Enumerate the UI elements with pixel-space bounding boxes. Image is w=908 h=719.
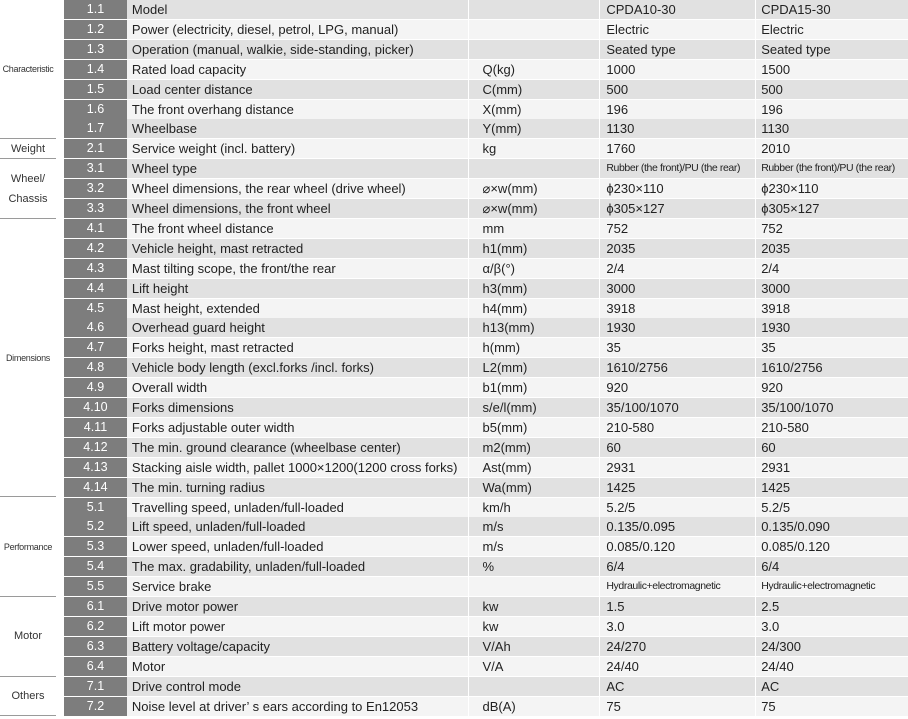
row-item: Wheel dimensions, the rear wheel (drive wheel) [127, 179, 469, 198]
value-model-2: 1610/2756 [756, 358, 908, 377]
section-label: Wheel/ Chassis [0, 159, 56, 219]
value-model-1: 500 [600, 80, 756, 99]
value-model-1: 3918 [600, 299, 756, 318]
row-item: Drive control mode [127, 677, 469, 696]
row-unit: m/s [469, 537, 601, 556]
table-row [56, 657, 908, 677]
value-model-1: 2931 [600, 458, 756, 477]
row-number: 7.2 [64, 697, 127, 716]
table-row [56, 199, 908, 219]
row-unit: m/s [469, 517, 601, 536]
row-unit: Q(kg) [469, 60, 601, 79]
row-item: Vehicle height, mast retracted [127, 239, 469, 258]
row-unit: kg [469, 139, 601, 158]
table-row [56, 517, 908, 537]
row-unit [469, 40, 601, 59]
table-row [56, 80, 908, 100]
table-row [56, 318, 908, 338]
value-model-1: Rubber (the front)/PU (the rear) [600, 159, 756, 178]
value-model-2: 1130 [756, 119, 908, 138]
row-number: 4.12 [64, 438, 127, 457]
row-number: 6.1 [64, 597, 127, 616]
value-model-2: 0.085/0.120 [756, 537, 908, 556]
row-item: Lower speed, unladen/full-loaded [127, 537, 469, 556]
table-row [56, 338, 908, 358]
row-item: Stacking aisle width, pallet 1000×1200(1200 cross forks) [127, 458, 469, 477]
section-label: Motor [0, 597, 56, 677]
value-model-2: CPDA15-30 [756, 0, 908, 19]
row-unit: kw [469, 617, 601, 636]
value-model-1: 0.135/0.095 [600, 517, 756, 536]
value-model-1: 35/100/1070 [600, 398, 756, 417]
value-model-2: Rubber (the front)/PU (the rear) [756, 159, 908, 178]
row-item: The min. ground clearance (wheelbase center) [127, 438, 469, 457]
table-row [56, 438, 908, 458]
row-unit: V/A [469, 657, 601, 676]
row-item: Lift height [127, 279, 469, 298]
row-number: 6.3 [64, 637, 127, 656]
row-item: Battery voltage/capacity [127, 637, 469, 656]
row-unit: Ast(mm) [469, 458, 601, 477]
row-item: The front wheel distance [127, 219, 469, 238]
value-model-1: 1930 [600, 318, 756, 337]
row-number: 1.5 [64, 80, 127, 99]
table-row [56, 299, 908, 319]
row-item: Lift speed, unladen/full-loaded [127, 517, 469, 536]
table-row [56, 378, 908, 398]
value-model-1: 0.085/0.120 [600, 537, 756, 556]
table-row [56, 577, 908, 597]
value-model-1: 1130 [600, 119, 756, 138]
row-unit: km/h [469, 498, 601, 517]
row-unit: C(mm) [469, 80, 601, 99]
value-model-1: 3000 [600, 279, 756, 298]
row-unit: % [469, 557, 601, 576]
value-model-1: 35 [600, 338, 756, 357]
row-number: 4.14 [64, 478, 127, 497]
row-unit: ⌀×w(mm) [469, 179, 601, 198]
row-item: Wheel dimensions, the front wheel [127, 199, 469, 218]
row-number: 4.13 [64, 458, 127, 477]
table-row [56, 40, 908, 60]
row-number: 4.3 [64, 259, 127, 278]
value-model-1: 1000 [600, 60, 756, 79]
value-model-2: 2931 [756, 458, 908, 477]
row-number: 1.4 [64, 60, 127, 79]
table-row [56, 100, 908, 120]
row-number: 4.10 [64, 398, 127, 417]
row-number: 7.1 [64, 677, 127, 696]
value-model-2: 24/40 [756, 657, 908, 676]
row-unit: Y(mm) [469, 119, 601, 138]
table-row [56, 219, 908, 239]
value-model-2: 3000 [756, 279, 908, 298]
row-unit: h4(mm) [469, 299, 601, 318]
value-model-2: 920 [756, 378, 908, 397]
value-model-1: 196 [600, 100, 756, 119]
value-model-2: AC [756, 677, 908, 696]
row-item: Wheel type [127, 159, 469, 178]
table-row [56, 458, 908, 478]
row-number: 4.8 [64, 358, 127, 377]
value-model-2: 3918 [756, 299, 908, 318]
row-number: 4.11 [64, 418, 127, 437]
row-unit [469, 159, 601, 178]
table-row [56, 279, 908, 299]
row-unit [469, 0, 601, 19]
row-item: Overall width [127, 378, 469, 397]
row-item: Service brake [127, 577, 469, 596]
row-unit: b5(mm) [469, 418, 601, 437]
row-number: 5.5 [64, 577, 127, 596]
row-number: 3.3 [64, 199, 127, 218]
value-model-2: 2035 [756, 239, 908, 258]
row-number: 2.1 [64, 139, 127, 158]
value-model-2: 60 [756, 438, 908, 457]
table-row [56, 677, 908, 697]
value-model-1: Seated type [600, 40, 756, 59]
row-number: 3.2 [64, 179, 127, 198]
value-model-1: 1760 [600, 139, 756, 158]
row-unit: L2(mm) [469, 358, 601, 377]
row-unit [469, 677, 601, 696]
row-unit: m2(mm) [469, 438, 601, 457]
section-label: Dimensions [0, 219, 56, 498]
value-model-1: 210-580 [600, 418, 756, 437]
table-row [56, 239, 908, 259]
row-number: 1.6 [64, 100, 127, 119]
row-item: Forks height, mast retracted [127, 338, 469, 357]
row-item: Wheelbase [127, 119, 469, 138]
row-number: 4.2 [64, 239, 127, 258]
row-number: 4.9 [64, 378, 127, 397]
value-model-2: 3.0 [756, 617, 908, 636]
value-model-2: 2/4 [756, 259, 908, 278]
table-row [56, 418, 908, 438]
value-model-1: 3.0 [600, 617, 756, 636]
value-model-2: 35/100/1070 [756, 398, 908, 417]
table-row [56, 557, 908, 577]
row-unit: h1(mm) [469, 239, 601, 258]
value-model-2: 1500 [756, 60, 908, 79]
section-label: Others [0, 677, 56, 717]
value-model-2: 5.2/5 [756, 498, 908, 517]
table-row [56, 119, 908, 139]
row-unit: kw [469, 597, 601, 616]
row-unit: b1(mm) [469, 378, 601, 397]
row-unit: h3(mm) [469, 279, 601, 298]
value-model-1: 1.5 [600, 597, 756, 616]
row-number: 5.3 [64, 537, 127, 556]
row-unit: V/Ah [469, 637, 601, 656]
row-item: Mast tilting scope, the front/the rear [127, 259, 469, 278]
row-item: The max. gradability, unladen/full-loaded [127, 557, 469, 576]
value-model-1: Electric [600, 20, 756, 39]
section-label: Characteristic [0, 0, 56, 139]
row-unit [469, 20, 601, 39]
row-number: 5.4 [64, 557, 127, 576]
row-item: The front overhang distance [127, 100, 469, 119]
value-model-2: 210-580 [756, 418, 908, 437]
row-unit: X(mm) [469, 100, 601, 119]
value-model-1: ϕ305×127 [600, 199, 756, 218]
row-item: Load center distance [127, 80, 469, 99]
section-label: Weight [0, 139, 56, 159]
row-number: 5.2 [64, 517, 127, 536]
value-model-1: 24/270 [600, 637, 756, 656]
table-row [56, 697, 908, 717]
table-row [56, 617, 908, 637]
row-item: Model [127, 0, 469, 19]
value-model-1: Hydraulic+electromagnetic [600, 577, 756, 596]
row-number: 6.2 [64, 617, 127, 636]
row-unit: dB(A) [469, 697, 601, 716]
value-model-1: ϕ230×110 [600, 179, 756, 198]
table-row [56, 637, 908, 657]
row-number: 1.2 [64, 20, 127, 39]
row-unit: mm [469, 219, 601, 238]
value-model-1: 2035 [600, 239, 756, 258]
row-item: Drive motor power [127, 597, 469, 616]
value-model-2: 1425 [756, 478, 908, 497]
value-model-2: 75 [756, 697, 908, 716]
value-model-1: CPDA10-30 [600, 0, 756, 19]
table-row [56, 159, 908, 179]
value-model-2: 1930 [756, 318, 908, 337]
row-number: 4.1 [64, 219, 127, 238]
value-model-1: 920 [600, 378, 756, 397]
row-unit: α/β(°) [469, 259, 601, 278]
table-row [56, 179, 908, 199]
row-item: Mast height, extended [127, 299, 469, 318]
value-model-2: Electric [756, 20, 908, 39]
value-model-2: Hydraulic+electromagnetic [756, 577, 908, 596]
row-number: 1.7 [64, 119, 127, 138]
row-number: 4.6 [64, 318, 127, 337]
row-item: Forks adjustable outer width [127, 418, 469, 437]
row-unit: ⌀×w(mm) [469, 199, 601, 218]
row-number: 4.5 [64, 299, 127, 318]
row-item: Rated load capacity [127, 60, 469, 79]
value-model-2: 6/4 [756, 557, 908, 576]
value-model-1: 60 [600, 438, 756, 457]
row-number: 5.1 [64, 498, 127, 517]
row-unit: h(mm) [469, 338, 601, 357]
table-row [56, 478, 908, 498]
table-row [56, 398, 908, 418]
value-model-1: 752 [600, 219, 756, 238]
table-row [56, 139, 908, 159]
value-model-1: 75 [600, 697, 756, 716]
section-label: Performance [0, 498, 56, 598]
value-model-2: Seated type [756, 40, 908, 59]
value-model-1: 2/4 [600, 259, 756, 278]
value-model-2: 196 [756, 100, 908, 119]
row-item: Forks dimensions [127, 398, 469, 417]
value-model-1: 24/40 [600, 657, 756, 676]
row-unit: s/e/l(mm) [469, 398, 601, 417]
row-number: 3.1 [64, 159, 127, 178]
row-number: 4.4 [64, 279, 127, 298]
row-number: 1.1 [64, 0, 127, 19]
value-model-1: AC [600, 677, 756, 696]
row-number: 1.3 [64, 40, 127, 59]
table-row [56, 259, 908, 279]
value-model-1: 5.2/5 [600, 498, 756, 517]
table-row [56, 358, 908, 378]
table-row [56, 20, 908, 40]
row-unit [469, 577, 601, 596]
row-unit: h13(mm) [469, 318, 601, 337]
value-model-2: 24/300 [756, 637, 908, 656]
row-number: 6.4 [64, 657, 127, 676]
value-model-1: 1425 [600, 478, 756, 497]
row-item: Noise level at driver’ s ears according to En12053 [127, 697, 469, 716]
row-item: Vehicle body length (excl.forks /incl. forks) [127, 358, 469, 377]
row-item: Travelling speed, unladen/full-loaded [127, 498, 469, 517]
row-item: The min. turning radius [127, 478, 469, 497]
value-model-2: 0.135/0.090 [756, 517, 908, 536]
row-item: Overhead guard height [127, 318, 469, 337]
row-item: Power (electricity, diesel, petrol, LPG, manual) [127, 20, 469, 39]
value-model-1: 1610/2756 [600, 358, 756, 377]
row-item: Lift motor power [127, 617, 469, 636]
value-model-2: 500 [756, 80, 908, 99]
row-unit: Wa(mm) [469, 478, 601, 497]
row-item: Operation (manual, walkie, side-standing, picker) [127, 40, 469, 59]
value-model-1: 6/4 [600, 557, 756, 576]
row-item: Motor [127, 657, 469, 676]
value-model-2: 35 [756, 338, 908, 357]
row-number: 4.7 [64, 338, 127, 357]
value-model-2: ϕ230×110 [756, 179, 908, 198]
value-model-2: ϕ305×127 [756, 199, 908, 218]
table-row [56, 537, 908, 557]
row-item: Service weight (incl. battery) [127, 139, 469, 158]
table-row [56, 60, 908, 80]
value-model-2: 752 [756, 219, 908, 238]
table-row [56, 597, 908, 617]
table-row [56, 498, 908, 518]
table-row [56, 0, 908, 20]
value-model-2: 2010 [756, 139, 908, 158]
value-model-2: 2.5 [756, 597, 908, 616]
